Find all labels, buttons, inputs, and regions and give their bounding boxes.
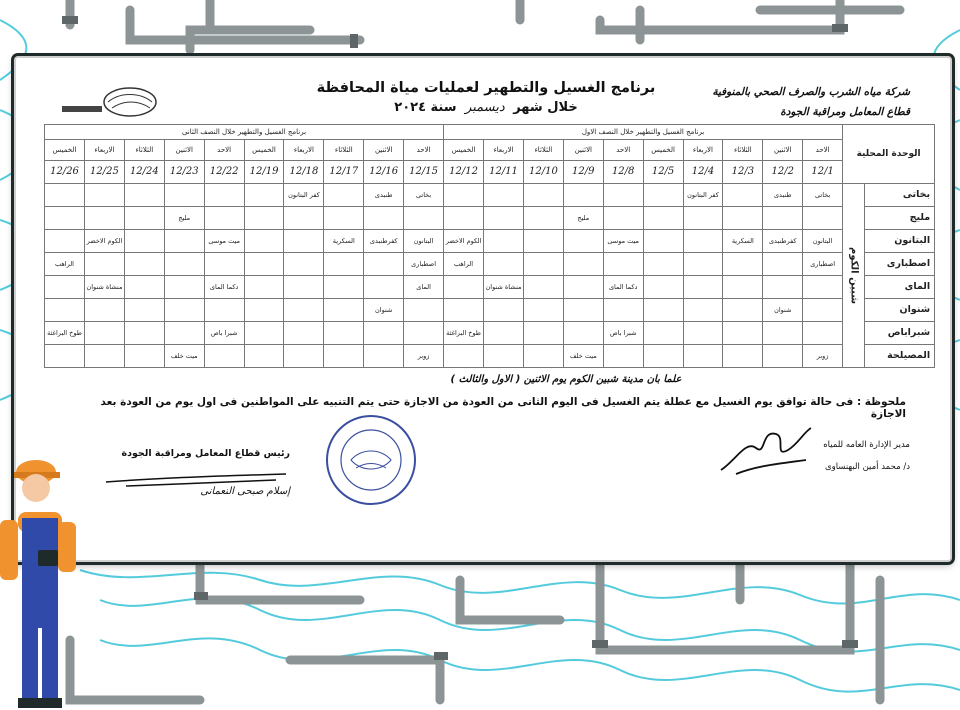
schedule-cell xyxy=(523,276,563,299)
schedule-cell xyxy=(523,253,563,276)
schedule-cell xyxy=(563,276,603,299)
wash-schedule-table xyxy=(44,124,935,368)
schedule-cell xyxy=(404,322,444,345)
schedule-cell xyxy=(683,276,723,299)
table-row xyxy=(45,253,935,276)
schedule-cell xyxy=(204,345,244,368)
date-header: 12/4 xyxy=(683,161,723,184)
schedule-cell xyxy=(324,276,364,299)
schedule-cell xyxy=(324,253,364,276)
schedule-cell xyxy=(85,184,125,207)
schedule-cell xyxy=(45,276,85,299)
schedule-cell xyxy=(364,276,404,299)
schedule-cell xyxy=(164,299,204,322)
director-name: د/ محمد أمين البهنساوى xyxy=(824,462,910,472)
schedule-cell xyxy=(124,207,164,230)
day-header: الاثنين xyxy=(563,140,603,161)
schedule-cell xyxy=(124,322,164,345)
schedule-cell xyxy=(643,207,683,230)
schedule-cell xyxy=(124,345,164,368)
table-row xyxy=(45,207,935,230)
schedule-cell xyxy=(563,299,603,322)
city-note: علما بان مدينة شبين الكوم يوم الاثنين ( الاول والثالث ) xyxy=(450,374,682,385)
company-block xyxy=(690,82,910,122)
day-header: الاربعاء xyxy=(85,140,125,161)
schedule-body xyxy=(45,184,935,368)
plumber-worker-illustration xyxy=(0,452,96,710)
schedule-cell xyxy=(324,345,364,368)
day-header: الاربعاء xyxy=(683,140,723,161)
schedule-cell xyxy=(683,207,723,230)
company-name: شركة مياه الشرب والصرف الصحي بالمنوفية xyxy=(712,86,910,98)
schedule-cell xyxy=(683,253,723,276)
first-half-header: برنامج الغسيل والتطهير خلال النصف الاول xyxy=(444,125,843,140)
schedule-cell xyxy=(444,184,484,207)
schedule-cell xyxy=(643,184,683,207)
program-subtitle xyxy=(356,100,616,115)
sector-head-title: رئيس قطاع المعامل ومراقبة الجودة xyxy=(121,448,290,459)
schedule-cell xyxy=(484,184,524,207)
schedule-cell: كفر البتانون xyxy=(284,184,324,207)
schedule-cell: طنبدى xyxy=(763,184,803,207)
day-header: الاثنين xyxy=(164,140,204,161)
schedule-cell xyxy=(244,207,284,230)
schedule-cell: مليج xyxy=(563,207,603,230)
schedule-cell xyxy=(643,230,683,253)
schedule-cell: الماى xyxy=(404,276,444,299)
schedule-cell xyxy=(603,207,643,230)
schedule-cell xyxy=(284,299,324,322)
schedule-cell: البتانون xyxy=(803,230,843,253)
schedule-cell xyxy=(643,276,683,299)
schedule-cell xyxy=(124,230,164,253)
schedule-cell xyxy=(45,299,85,322)
date-header: 12/12 xyxy=(444,161,484,184)
schedule-cell: زوبر xyxy=(404,345,444,368)
schedule-cell xyxy=(124,184,164,207)
schedule-cell xyxy=(643,345,683,368)
schedule-cell xyxy=(803,276,843,299)
schedule-cell xyxy=(523,184,563,207)
schedule-cell: طوخ البراغثة xyxy=(45,322,85,345)
schedule-cell: ميت موسى xyxy=(204,230,244,253)
unit-name: شنوان xyxy=(865,299,935,322)
date-header: 12/19 xyxy=(244,161,284,184)
schedule-cell xyxy=(723,322,763,345)
schedule-cell xyxy=(643,322,683,345)
director-title: مدير الإدارة العامه للمياه xyxy=(823,440,910,450)
schedule-cell xyxy=(763,345,803,368)
schedule-cell xyxy=(284,345,324,368)
schedule-cell xyxy=(723,207,763,230)
date-header: 12/25 xyxy=(85,161,125,184)
schedule-cell: الراهب xyxy=(45,253,85,276)
schedule-cell: بخاتى xyxy=(803,184,843,207)
schedule-cell xyxy=(284,276,324,299)
date-header: 12/17 xyxy=(324,161,364,184)
schedule-cell xyxy=(523,230,563,253)
schedule-cell xyxy=(723,276,763,299)
date-header: 12/16 xyxy=(364,161,404,184)
schedule-cell xyxy=(85,345,125,368)
schedule-cell xyxy=(164,253,204,276)
schedule-cell: منشاة شنوان xyxy=(484,276,524,299)
unit-name: بخاتى xyxy=(865,184,935,207)
day-header: الاحد xyxy=(803,140,843,161)
schedule-cell: دكما الماى xyxy=(204,276,244,299)
day-header: الاحد xyxy=(603,140,643,161)
schedule-cell xyxy=(124,276,164,299)
schedule-cell xyxy=(763,322,803,345)
schedule-cell xyxy=(523,322,563,345)
date-header: 12/23 xyxy=(164,161,204,184)
sector-head-name: إسلام صبحى النعمانى xyxy=(200,486,290,497)
schedule-cell xyxy=(45,345,85,368)
schedule-cell: منشاة شنوان xyxy=(85,276,125,299)
date-header: 12/15 xyxy=(404,161,444,184)
schedule-cell: ميت خلف xyxy=(164,345,204,368)
schedule-cell xyxy=(364,207,404,230)
schedule-cell xyxy=(324,207,364,230)
day-header: الخميس xyxy=(643,140,683,161)
schedule-cell xyxy=(444,345,484,368)
holiday-note: ملحوظة : فى حالة توافق يوم الغسيل مع عطلة يتم الغسيل فى اليوم الثانى من العودة من الاجازة حتى يتم التنبيه على المواطنين فى اول يوم من العودة بعد الاجازة xyxy=(100,396,906,420)
schedule-cell xyxy=(45,184,85,207)
schedule-cell: كفرطنبدى xyxy=(763,230,803,253)
schedule-cell xyxy=(723,253,763,276)
center-name: شبين الكوم xyxy=(843,184,865,368)
schedule-cell xyxy=(284,207,324,230)
schedule-cell: السكرية xyxy=(723,230,763,253)
schedule-cell xyxy=(85,299,125,322)
unit-name: البتانون xyxy=(865,230,935,253)
program-title: برنامج الغسيل والتطهير لعمليات مياة المحافظة xyxy=(316,80,656,96)
schedule-cell xyxy=(124,299,164,322)
schedule-cell: بخاتى xyxy=(404,184,444,207)
unit-name: الماى xyxy=(865,276,935,299)
schedule-cell xyxy=(124,253,164,276)
schedule-cell xyxy=(484,230,524,253)
date-header: 12/8 xyxy=(603,161,643,184)
unit-name: اصطبارى xyxy=(865,253,935,276)
day-header: الخميس xyxy=(45,140,85,161)
schedule-cell xyxy=(324,184,364,207)
table-row xyxy=(45,230,935,253)
schedule-cell: ميت موسى xyxy=(603,230,643,253)
schedule-cell xyxy=(324,299,364,322)
schedule-cell xyxy=(484,253,524,276)
day-header: الاحد xyxy=(204,140,244,161)
schedule-cell xyxy=(204,207,244,230)
schedule-cell xyxy=(45,207,85,230)
schedule-cell xyxy=(603,253,643,276)
unit-header: الوحدة المحلية xyxy=(843,125,935,184)
program-year: سنة ٢٠٢٤ xyxy=(394,100,457,115)
date-header: 12/18 xyxy=(284,161,324,184)
schedule-cell xyxy=(523,299,563,322)
schedule-cell xyxy=(244,184,284,207)
schedule-cell xyxy=(484,345,524,368)
unit-name: شبراباص xyxy=(865,322,935,345)
schedule-cell xyxy=(723,299,763,322)
schedule-cell xyxy=(563,322,603,345)
schedule-cell: اصطبارى xyxy=(803,253,843,276)
day-header: الاحد xyxy=(404,140,444,161)
table-row xyxy=(45,276,935,299)
date-header: 12/26 xyxy=(45,161,85,184)
schedule-cell xyxy=(563,184,603,207)
table-row xyxy=(45,345,935,368)
date-header: 12/3 xyxy=(723,161,763,184)
date-header: 12/22 xyxy=(204,161,244,184)
schedule-cell xyxy=(164,230,204,253)
schedule-cell xyxy=(204,299,244,322)
schedule-cell: شنوان xyxy=(364,299,404,322)
schedule-cell xyxy=(523,207,563,230)
schedule-cell xyxy=(404,207,444,230)
schedule-cell xyxy=(204,253,244,276)
day-header: الاربعاء xyxy=(484,140,524,161)
date-header: 12/1 xyxy=(803,161,843,184)
schedule-cell xyxy=(364,322,404,345)
company-logo-icon xyxy=(60,84,170,124)
official-stamp-icon xyxy=(316,410,426,510)
schedule-cell: طوخ البراغثة xyxy=(444,322,484,345)
schedule-cell xyxy=(444,276,484,299)
schedule-cell xyxy=(563,253,603,276)
date-header-row xyxy=(45,161,935,184)
schedule-cell: الراهب xyxy=(444,253,484,276)
schedule-cell xyxy=(763,253,803,276)
schedule-cell xyxy=(324,322,364,345)
date-header: 12/10 xyxy=(523,161,563,184)
schedule-cell xyxy=(444,207,484,230)
schedule-cell xyxy=(164,276,204,299)
schedule-cell: الكوم الاخضر xyxy=(85,230,125,253)
day-header: الاثنين xyxy=(763,140,803,161)
day-header: الثلاثاء xyxy=(124,140,164,161)
schedule-cell xyxy=(85,207,125,230)
schedule-cell xyxy=(364,253,404,276)
schedule-cell: مليج xyxy=(164,207,204,230)
date-header: 12/11 xyxy=(484,161,524,184)
schedule-cell: كفرطنبدى xyxy=(364,230,404,253)
table-row xyxy=(45,322,935,345)
date-header: 12/2 xyxy=(763,161,803,184)
schedule-cell: السكرية xyxy=(324,230,364,253)
day-header: الخميس xyxy=(244,140,284,161)
schedule-cell xyxy=(603,299,643,322)
schedule-cell: الكوم الاخضر xyxy=(444,230,484,253)
schedule-cell xyxy=(763,207,803,230)
date-header: 12/5 xyxy=(643,161,683,184)
schedule-cell xyxy=(683,345,723,368)
schedule-cell: شنوان xyxy=(763,299,803,322)
unit-name: مليج xyxy=(865,207,935,230)
schedule-cell xyxy=(244,299,284,322)
schedule-cell: زوبر xyxy=(803,345,843,368)
schedule-cell xyxy=(85,322,125,345)
half-header-row xyxy=(45,125,935,140)
schedule-cell xyxy=(484,299,524,322)
day-header: الثلاثاء xyxy=(523,140,563,161)
schedule-cell xyxy=(643,253,683,276)
schedule-cell xyxy=(484,322,524,345)
schedule-cell xyxy=(204,184,244,207)
schedule-cell xyxy=(244,230,284,253)
schedule-cell xyxy=(284,230,324,253)
schedule-cell: اصطبارى xyxy=(404,253,444,276)
schedule-cell xyxy=(244,345,284,368)
schedule-cell xyxy=(643,299,683,322)
table-row xyxy=(45,184,935,207)
schedule-cell xyxy=(803,299,843,322)
schedule-cell xyxy=(284,253,324,276)
schedule-cell xyxy=(803,207,843,230)
program-month: ديسمبر xyxy=(465,100,505,115)
schedule-cell: طنبدى xyxy=(364,184,404,207)
date-header: 12/9 xyxy=(563,161,603,184)
subtitle-prefix: خلال شهر xyxy=(513,100,578,115)
day-header: الثلاثاء xyxy=(324,140,364,161)
day-header: الثلاثاء xyxy=(723,140,763,161)
schedule-cell xyxy=(603,345,643,368)
company-sector: قطاع المعامل ومراقبة الجودة xyxy=(780,106,910,118)
schedule-cell: شبرا باص xyxy=(204,322,244,345)
schedule-cell: ميت خلف xyxy=(563,345,603,368)
schedule-cell xyxy=(284,322,324,345)
schedule-cell xyxy=(45,230,85,253)
document-header xyxy=(16,58,950,128)
day-header: الخميس xyxy=(444,140,484,161)
schedule-cell xyxy=(683,230,723,253)
day-header: الاثنين xyxy=(364,140,404,161)
schedule-cell xyxy=(723,184,763,207)
schedule-cell xyxy=(364,345,404,368)
schedule-cell xyxy=(85,253,125,276)
schedule-cell xyxy=(683,299,723,322)
date-header: 12/24 xyxy=(124,161,164,184)
unit-name: المصيلحة xyxy=(865,345,935,368)
schedule-cell: البتانون xyxy=(404,230,444,253)
day-header-row xyxy=(45,140,935,161)
table-row xyxy=(45,299,935,322)
schedule-cell: دكما الماى xyxy=(603,276,643,299)
schedule-cell xyxy=(803,322,843,345)
day-header: الاربعاء xyxy=(284,140,324,161)
schedule-cell xyxy=(603,184,643,207)
schedule-cell xyxy=(444,299,484,322)
schedule-document xyxy=(14,56,952,562)
schedule-cell xyxy=(164,322,204,345)
schedule-cell xyxy=(404,299,444,322)
schedule-cell xyxy=(683,322,723,345)
schedule-cell xyxy=(244,322,284,345)
schedule-cell xyxy=(164,184,204,207)
schedule-cell xyxy=(244,276,284,299)
schedule-cell: شبرا باص xyxy=(603,322,643,345)
schedule-cell xyxy=(723,345,763,368)
schedule-cell xyxy=(244,253,284,276)
schedule-cell xyxy=(763,276,803,299)
second-half-header: برنامج الغسيل والتطهير خلال النصف الثانى xyxy=(45,125,444,140)
schedule-cell xyxy=(523,345,563,368)
schedule-cell xyxy=(563,230,603,253)
schedule-cell xyxy=(484,207,524,230)
schedule-cell: كفر البتانون xyxy=(683,184,723,207)
